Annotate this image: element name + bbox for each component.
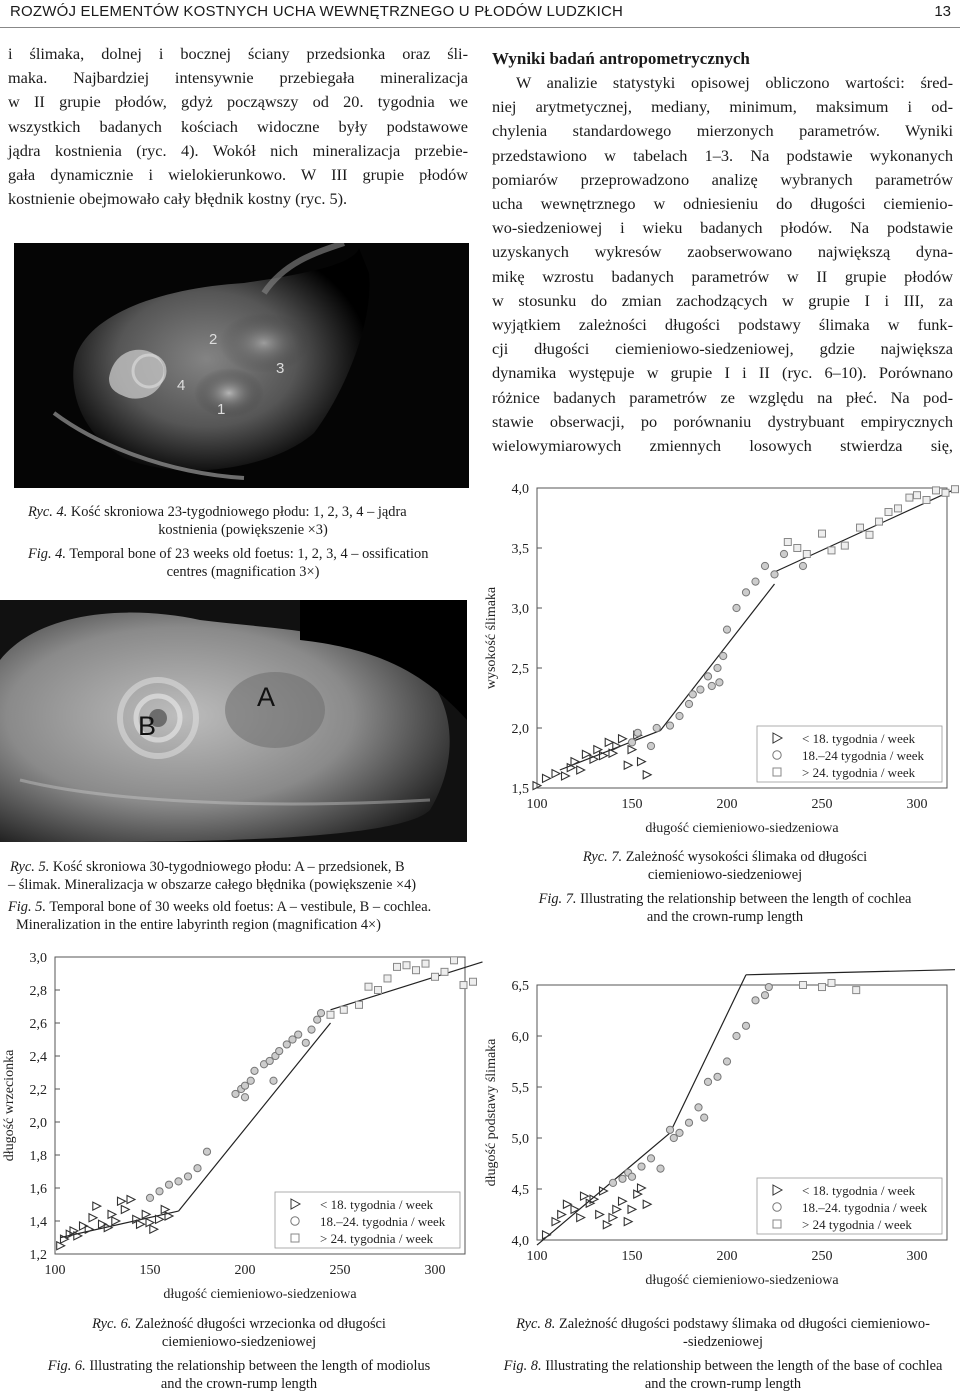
trend-line (670, 975, 746, 1133)
chart-fig8-svg (482, 945, 960, 1307)
ossification-label-4: 4 (177, 377, 186, 394)
data-point-circle (799, 562, 806, 569)
data-point-circle (619, 1175, 626, 1182)
text-line: w II grupie płodów, gdyż począwszy od 20. tygodnia we (8, 92, 468, 112)
data-point-triangle (605, 738, 613, 746)
data-point-square (784, 539, 791, 546)
data-point-triangle (552, 770, 560, 778)
y-tick-label: 1,6 (29, 1182, 47, 1197)
vestibule-label: A (257, 682, 276, 712)
data-point-triangle (624, 761, 632, 769)
caption-label: Fig. 4. (28, 546, 66, 562)
data-point-square (384, 975, 391, 982)
data-point-square (422, 960, 429, 967)
data-point-square (828, 979, 835, 986)
data-point-triangle (638, 758, 646, 766)
caption-text: Zależność długości wrzecionka od długości (134, 1316, 386, 1332)
data-point-triangle (150, 1225, 158, 1233)
caption-text: Zależność długości podstawy ślimaka od długości ciemieniowo- (559, 1316, 930, 1332)
data-point-circle (156, 1188, 163, 1195)
data-point-square (952, 486, 959, 493)
x-tick-label: 300 (424, 1263, 446, 1278)
legend-entry-label: 18.–24. tygodnia / week (320, 1214, 446, 1229)
data-point-circle (251, 1067, 258, 1074)
caption-text: and the crown-rump length (644, 1376, 802, 1392)
caption-text: ciemieniowo-siedzeniowej (647, 867, 803, 883)
figure-5-photo (0, 600, 467, 842)
text-line: W analizie statystyki opisowej obliczono wartości: śred- (516, 73, 953, 92)
data-point-triangle (112, 1217, 120, 1225)
x-tick-label: 250 (329, 1263, 351, 1278)
text-line: pomiarów przeprowadzono analizę wybranych parametrów (492, 169, 953, 189)
data-point-square (460, 982, 467, 989)
caption-text: – ślimak. Mineralizacja w obszarze całego błędnika (powiększenie ×4) (8, 877, 417, 893)
figure-7-caption (490, 848, 960, 926)
caption-text: kostnienia (powiększenie ×3) (158, 522, 328, 538)
data-point-circle (666, 1126, 673, 1133)
y-tick-label: 1,4 (29, 1215, 47, 1230)
data-point-triangle (628, 746, 636, 754)
data-point-square (914, 492, 921, 499)
y-tick-label: 1,8 (29, 1149, 47, 1164)
data-point-circle (317, 1010, 324, 1017)
data-point-circle (723, 1058, 730, 1065)
data-point-triangle (638, 1184, 646, 1192)
caption-label: Fig. 5. (8, 899, 46, 915)
caption-text: and the crown-rump length (646, 909, 804, 925)
data-point-triangle (562, 772, 570, 780)
data-point-triangle (582, 750, 590, 758)
legend-entry-label: < 18. tygodnia / week (320, 1197, 434, 1212)
data-point-square (800, 982, 807, 989)
data-point-triangle (577, 1214, 585, 1222)
data-point-triangle (552, 1218, 560, 1226)
ossification-label-1: 1 (217, 401, 226, 418)
data-point-square (828, 547, 835, 554)
data-point-square (853, 987, 860, 994)
data-point-circle (628, 739, 635, 746)
y-tick-label: 2,6 (29, 1017, 47, 1032)
running-title: ROZWÓJ ELEMENTÓW KOSTNYCH UCHA WEWNĘTRZNEGO U PŁODÓW LUDZKICH (10, 3, 624, 20)
data-point-circle (175, 1178, 182, 1185)
data-point-triangle (558, 1211, 566, 1219)
data-point-circle (761, 992, 768, 999)
data-point-circle (241, 1094, 248, 1101)
data-point-triangle (581, 1192, 589, 1200)
chart-fig7-svg (482, 470, 960, 840)
data-point-circle (704, 673, 711, 680)
figure-4-photo (14, 243, 469, 488)
data-point-triangle (613, 1205, 621, 1213)
data-point-circle (752, 997, 759, 1004)
data-point-circle (308, 1026, 315, 1033)
x-tick-label: 200 (716, 797, 738, 812)
x-axis-label: długość ciemieniowo-siedzeniowa (645, 1273, 839, 1288)
y-tick-label: 6,0 (511, 1030, 529, 1045)
y-tick-label: 5,5 (511, 1081, 529, 1096)
data-point-triangle (85, 1225, 93, 1233)
caption-label: Ryc. 4. (28, 504, 68, 520)
legend-marker-circle (773, 1203, 781, 1211)
data-point-circle (733, 1032, 740, 1039)
data-point-triangle (624, 1218, 632, 1226)
text-line: cji długości ciemieniowo-siedzeniowej, gdzie największa (492, 339, 953, 359)
legend-marker-square (291, 1234, 299, 1242)
caption-text: Kość skroniowa 30-tygodniowego płodu: A – przedsionek, B (52, 859, 405, 875)
y-tick-label: 3,0 (29, 951, 47, 966)
data-point-circle (194, 1165, 201, 1172)
y-tick-label: 5,0 (511, 1132, 529, 1147)
x-tick-label: 150 (139, 1263, 161, 1278)
right-column-paragraph (492, 71, 953, 458)
text-line: przedstawiono w tabelach 1–3. Na podstawie wykonanych (492, 145, 953, 165)
data-point-circle (247, 1077, 254, 1084)
data-point-circle (634, 729, 641, 736)
data-point-triangle (543, 774, 551, 782)
y-tick-label: 1,5 (511, 782, 529, 797)
data-point-circle (653, 724, 660, 731)
data-point-circle (628, 1173, 635, 1180)
data-point-square (876, 518, 883, 525)
legend-entry-label: 18.–24. tygodnia / week (802, 1200, 928, 1215)
data-point-square (340, 1006, 347, 1013)
y-axis-label: długość podstawy ślimaka (484, 1038, 499, 1187)
temporal-bone-23wk-image (14, 243, 469, 488)
caption-label: Ryc. 8. (516, 1316, 556, 1332)
x-tick-label: 150 (621, 797, 643, 812)
figure-7-chart (482, 470, 960, 840)
data-point-circle (203, 1148, 210, 1155)
y-tick-label: 4,5 (511, 1183, 529, 1198)
caption-text: Illustrating the relationship between the length of modiolus (89, 1358, 431, 1374)
x-tick-label: 150 (621, 1249, 643, 1264)
x-tick-label: 250 (811, 1249, 833, 1264)
data-point-square (923, 497, 930, 504)
data-point-square (365, 983, 372, 990)
data-point-square (803, 551, 810, 558)
trend-line (746, 970, 955, 975)
caption-label: Fig. 6. (47, 1358, 86, 1374)
temporal-bone-30wk-image (0, 600, 467, 842)
data-point-triangle (93, 1202, 101, 1210)
data-point-square (906, 494, 913, 501)
data-point-square (933, 487, 940, 494)
data-point-circle (184, 1173, 191, 1180)
data-point-square (403, 962, 410, 969)
text-line: wszystkich badanych kościach widoczne były podstawowe (8, 116, 468, 136)
caption-text: -siedzeniowej (683, 1334, 763, 1350)
data-point-circle (295, 1031, 302, 1038)
legend-marker-square (773, 1220, 781, 1228)
y-tick-label: 2,0 (511, 722, 529, 737)
legend-entry-label: 18.–24 tygodnia / week (802, 748, 925, 763)
y-tick-label: 1,2 (29, 1248, 47, 1263)
x-tick-label: 100 (526, 1249, 548, 1264)
cochlea-label: B (138, 711, 157, 741)
data-point-circle (647, 742, 654, 749)
caption-text: Illustrating the relationship between the length of cochlea (580, 891, 912, 907)
y-tick-label: 4,0 (511, 1234, 529, 1249)
y-axis-label: wysokość ślimaka (484, 586, 499, 690)
data-point-circle (720, 652, 727, 659)
caption-text: Mineralization in the entire labyrinth region (magnification 4×) (16, 917, 381, 933)
legend-entry-label: < 18. tygodnia / week (802, 1183, 916, 1198)
text-line: wyjątkiem zależności długości podstawy ślimaka w funk- (492, 315, 953, 335)
data-point-circle (716, 679, 723, 686)
text-line: wo-siedzeniowej i wieku badanych płodów. Na podstawie (492, 218, 953, 238)
page-number: 13 (934, 3, 951, 20)
x-tick-label: 300 (906, 1249, 928, 1264)
text-line: mikę wzrostu badanych parametrów w II grupie płodów (492, 266, 953, 286)
text-line: jądra kostnienia (ryc. 4). Wokół nich mineralizacja przebie- (8, 140, 468, 160)
text-line: gała dynamicznie i wielokierunkowo. W III grupie płodów (8, 165, 468, 185)
caption-label: Fig. 8. (503, 1358, 542, 1374)
y-tick-label: 2,0 (29, 1116, 47, 1131)
data-point-square (794, 545, 801, 552)
x-axis-label: długość ciemieniowo-siedzeniowa (645, 821, 839, 836)
data-point-square (819, 530, 826, 537)
caption-text: ciemieniowo-siedzeniowej (161, 1334, 317, 1350)
text-line: stawie obserwacji, po porównaniu dystrybuant empirycznych (492, 411, 953, 431)
caption-text: centres (magnification 3×) (166, 564, 320, 580)
legend-marker-circle (291, 1217, 299, 1225)
x-tick-label: 250 (811, 797, 833, 812)
left-column-text (8, 42, 468, 211)
data-point-circle (302, 1039, 309, 1046)
data-point-square (356, 1001, 363, 1008)
x-tick-label: 100 (526, 797, 548, 812)
data-point-circle (714, 1073, 721, 1080)
data-point-triangle (89, 1214, 97, 1222)
x-tick-label: 100 (44, 1263, 66, 1278)
data-point-circle (685, 1119, 692, 1126)
ossification-label-2: 2 (209, 331, 218, 348)
data-point-circle (742, 589, 749, 596)
text-line: chylenia standardowego mierzonych parametrów. Wyniki (492, 121, 953, 141)
data-point-circle (666, 722, 673, 729)
text-line: dynamika występuje w grupie I i II (ryc. 6–10). Porównano (492, 363, 953, 383)
data-point-circle (685, 700, 692, 707)
data-point-circle (276, 1047, 283, 1054)
data-point-square (885, 509, 892, 516)
data-point-circle (708, 682, 715, 689)
data-point-circle (657, 1165, 664, 1172)
text-line: i ślimaka, dolnej i bocznej ściany przedsionka oraz śli- (8, 44, 468, 63)
figure-8-chart (482, 945, 960, 1307)
data-point-circle (146, 1194, 153, 1201)
y-tick-label: 3,0 (511, 602, 529, 617)
data-point-square (470, 978, 477, 985)
caption-text: and the crown-rump length (160, 1376, 318, 1392)
y-tick-label: 2,8 (29, 984, 47, 999)
data-point-square (375, 987, 382, 994)
data-point-square (942, 489, 949, 496)
figure-6-caption (4, 1315, 474, 1393)
data-point-triangle (156, 1215, 164, 1223)
caption-label: Ryc. 5. (10, 859, 50, 875)
data-point-triangle (609, 1214, 617, 1222)
x-tick-label: 300 (906, 797, 928, 812)
x-axis-label: długość ciemieniowo-siedzeniowa (163, 1287, 357, 1302)
text-line: kostnienie obejmowało cały błędnik kostny (ryc. 5). (8, 189, 348, 209)
data-point-triangle (619, 1197, 627, 1205)
data-point-circle (723, 626, 730, 633)
data-point-circle (704, 1078, 711, 1085)
figure-5-caption (8, 858, 478, 934)
data-point-circle (780, 550, 787, 557)
data-point-circle (638, 1163, 645, 1170)
data-point-square (819, 984, 826, 991)
y-tick-label: 2,4 (29, 1050, 47, 1065)
legend-entry-label: > 24. tygodnia / week (320, 1231, 434, 1246)
data-point-triangle (571, 1205, 579, 1213)
x-tick-label: 200 (716, 1249, 738, 1264)
data-point-circle (270, 1077, 277, 1084)
y-axis-label: długość wrzecionka (2, 1049, 17, 1162)
data-point-circle (314, 1016, 321, 1023)
caption-label: Ryc. 6. (92, 1316, 132, 1332)
figure-8-caption (486, 1315, 960, 1393)
data-point-triangle (127, 1196, 135, 1204)
data-point-square (841, 542, 848, 549)
data-point-circle (689, 691, 696, 698)
data-point-circle (714, 664, 721, 671)
data-point-circle (697, 686, 704, 693)
data-point-triangle (563, 1200, 571, 1208)
data-point-circle (701, 1114, 708, 1121)
section-heading: Wyniki badań antropometrycznych (492, 49, 750, 68)
data-point-circle (761, 562, 768, 569)
data-point-square (432, 973, 439, 980)
page-header (0, 0, 960, 28)
data-point-square (413, 967, 420, 974)
data-point-triangle (643, 1200, 651, 1208)
data-point-circle (609, 1179, 616, 1186)
data-point-triangle (628, 1205, 636, 1213)
data-point-square (441, 968, 448, 975)
data-point-circle (676, 1129, 683, 1136)
data-point-triangle (613, 742, 621, 750)
data-point-circle (742, 1022, 749, 1029)
data-point-triangle (121, 1205, 129, 1213)
legend-entry-label: > 24 tygodnia / week (802, 1217, 912, 1232)
right-column-text (492, 47, 953, 458)
y-tick-label: 3,5 (511, 542, 529, 557)
legend-marker-circle (773, 751, 781, 759)
text-line: ucha wewnętrznego w odniesieniu do długości ciemienio- (492, 194, 953, 214)
data-point-circle (676, 712, 683, 719)
data-point-square (451, 957, 458, 964)
text-line: uzyskanych wykresów zaobserwowano największą dyna- (492, 242, 953, 262)
data-point-triangle (596, 1211, 604, 1219)
data-point-triangle (643, 771, 651, 779)
text-line: w stosunku do zmian zachodzących w grupie I i III, za (492, 290, 953, 310)
data-point-square (857, 524, 864, 531)
data-point-triangle (603, 1221, 611, 1229)
data-point-circle (165, 1181, 172, 1188)
text-line: wielowymiarowych zmiennych losowych stwierdza się, (492, 436, 953, 456)
caption-text: Zależność wysokości ślimaka od długości (625, 849, 868, 865)
x-tick-label: 200 (234, 1263, 256, 1278)
data-point-triangle (118, 1197, 126, 1205)
data-point-square (327, 1011, 334, 1018)
data-point-circle (733, 604, 740, 611)
caption-text: Temporal bone of 23 weeks old foetus: 1, 2, 3, 4 – ossification (69, 546, 429, 562)
chart-fig6-svg (0, 945, 478, 1307)
data-point-circle (752, 578, 759, 585)
legend-marker-square (773, 768, 781, 776)
trend-line (661, 584, 775, 730)
y-tick-label: 2,2 (29, 1083, 47, 1098)
caption-label: Fig. 7. (538, 891, 577, 907)
y-tick-label: 6,5 (511, 979, 529, 994)
figure-4-caption (8, 503, 478, 581)
ossification-label-3: 3 (276, 360, 285, 377)
caption-text: Temporal bone of 30 weeks old foetus: A – vestibule, B – cochlea. (49, 899, 432, 915)
text-line: różnice badanych parametrów ze względu na płeć. Na pod- (492, 387, 953, 407)
data-point-triangle (137, 1220, 145, 1228)
data-point-triangle (619, 735, 627, 743)
trend-line (179, 1023, 331, 1211)
data-point-circle (771, 571, 778, 578)
caption-text: Illustrating the relationship between the length of the base of cochlea (545, 1358, 943, 1374)
legend-entry-label: < 18. tygodnia / week (802, 731, 916, 746)
legend-entry-label: > 24. tygodnia / week (802, 765, 916, 780)
figure-6-chart (0, 945, 478, 1307)
y-tick-label: 2,5 (511, 662, 529, 677)
data-point-square (394, 963, 401, 970)
data-point-circle (647, 1155, 654, 1162)
text-line: maka. Najbardziej intensywnie przebiegała mineralizacja (8, 68, 468, 88)
y-tick-label: 4,0 (511, 482, 529, 497)
data-point-circle (765, 983, 772, 990)
data-point-triangle (577, 766, 585, 774)
caption-label: Ryc. 7. (582, 849, 623, 865)
caption-text: Kość skroniowa 23-tygodniowego płodu: 1, 2, 3, 4 – jądra (70, 504, 407, 520)
data-point-circle (695, 1104, 702, 1111)
text-line: niej arytmetycznej, mediany, minimum, maksimum i od- (492, 97, 953, 117)
data-point-square (866, 531, 873, 538)
data-point-square (895, 505, 902, 512)
